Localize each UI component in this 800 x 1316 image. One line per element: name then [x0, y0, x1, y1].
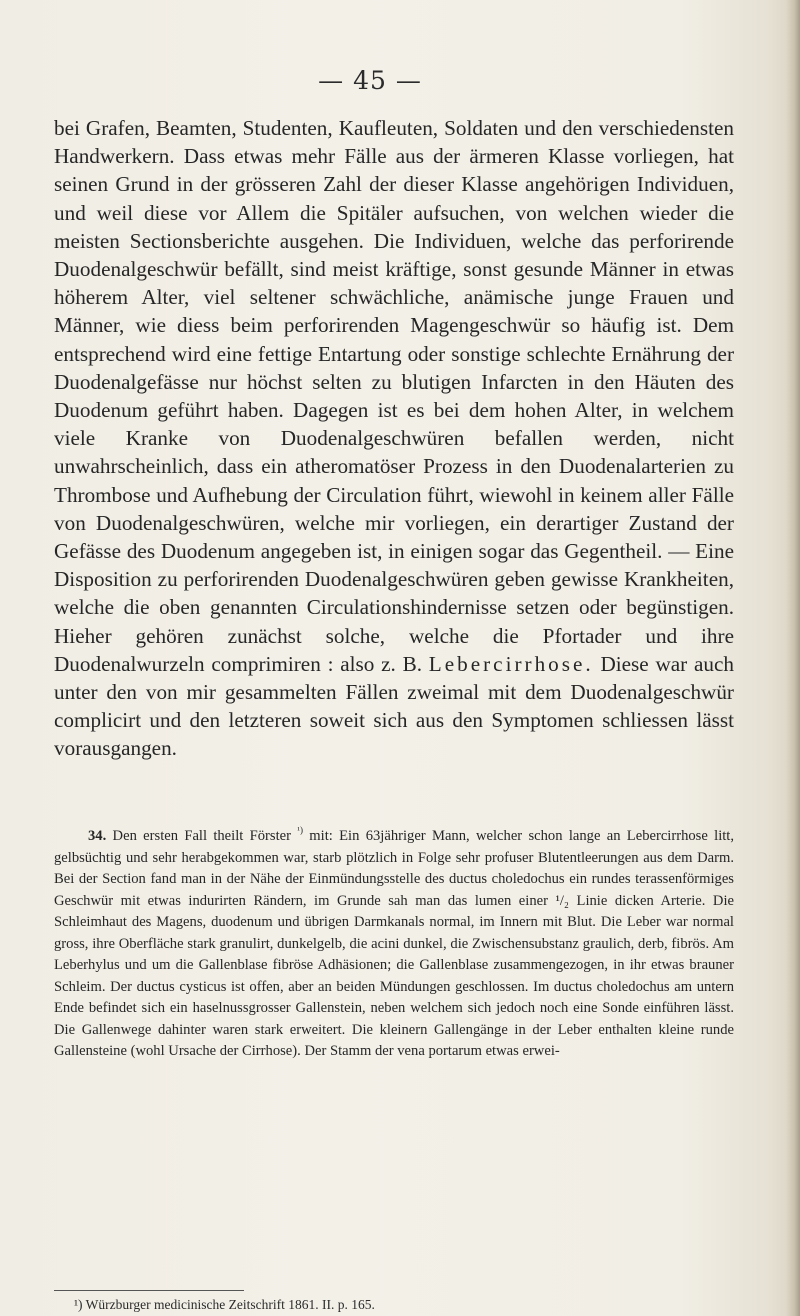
section-number: 34.	[88, 828, 107, 844]
emphasized-term: Lebercirrhose.	[428, 651, 594, 676]
body-text-part-2: Diese war auch unter den von mir gesammelten Fällen zweimal mit dem Duodenalgeschwür complicirt und den letzteren soweit sich aus den Symptomen schliessen lässt vorausgangen.	[54, 651, 734, 761]
page-number: — 45 —	[318, 66, 422, 95]
case-text-part-1: Den ersten Fall theilt Förster	[106, 828, 298, 844]
main-text	[54, 114, 734, 763]
case-text-part-2: mit: Ein 63jähriger Mann, welcher schon lange an Lebercirrhose litt, gelbsüchtig und sehr herabgekommen war, starb plötzlich in Folge sehr profuser Blutentleerungen aus dem Darm. Bei der Section fand man in der Nähe der Einmündungsstelle des ductus choledochus ein rundes terassenförmiges Geschwür mit etwas indurirten Rändern, im Grunde sah man das lumen einer	[54, 828, 735, 909]
body-paragraph	[54, 114, 734, 763]
page-edge-shadow	[786, 0, 800, 1316]
footnote	[74, 1296, 734, 1314]
footnote-rule	[54, 1290, 244, 1291]
footnote-mark: ¹)	[74, 1297, 83, 1312]
case-paragraph	[54, 826, 734, 1063]
fraction: ¹/₂	[555, 892, 570, 909]
footnote-text: Würzburger medicinische Zeitschrift 1861. II. p. 165.	[82, 1297, 375, 1312]
footnote-reference: ¹)	[297, 825, 303, 835]
body-text-part-1: bei Grafen, Beamten, Studenten, Kaufleuten, Soldaten und den verschiedensten Handwerkern. Dass etwas mehr Fälle aus der ärmeren Klasse vorliegen, hat seinen Grund in der grösseren Zahl der dieser Klasse angehörigen Individuen, und weil diese vor Allem die Spitäler aufsuchen, von welchen wieder die meisten Sectionsberichte ausgehen. Die Individuen, welche das perforirende Duodenalgeschwür befällt, sind meist kräftige, sonst gesunde Männer in etwas höherem Alter, viel seltener schwächliche, anämische junge Frauen und Männer, wie diess beim perforirenden Magengeschwür so häufig ist. Dem entsprechend wird eine fettige Entartung oder sonstige schlechte Ernährung der Duodenalgefässe nur höchst selten zu blutigen Infarcten in den Häuten des Duodenum geführt haben. Dagegen ist es bei dem hohen Alter, in welchem viele Kranke von Duodenalgeschwüren befallen werden, nicht unwahrscheinlich, dass ein atheromatöser Prozess in den Duodenalarterien zu Thrombose und Aufhebung der Circulation führt, wiewohl in keinem aller Fälle von Duodenalgeschwüren, welche mir vorliegen, ein derartiger Zustand der Gefässe des Duodenum angegeben ist, in einigen sogar das Gegentheil. — Eine Disposition zu perforirenden Duodenalgeschwüren geben gewisse Krankheiten, welche die oben genannten Circulationshindernisse setzen oder begünstigen. Hieher gehören zunächst solche, welche die Pfortader und ihre Duodenalwurzeln comprimiren : also z. B.	[54, 116, 734, 676]
case-report	[54, 826, 734, 1063]
case-text-part-3: Linie dicken Arterie. Die Schleimhaut des Magens, duodenum und übrigen Darmkanals normal, im Innern mit Blut. Die Leber war normal gross, ihre Oberfläche stark granulirt, dunkelgelb, die acini dunkel, die Zwischensubstanz graulich, derb, fibrös. Am Leberhylus und um die Gallenblase fibröse Adhäsionen; die Gallenblase zusammengezogen, in ihr etwas brauner Schleim. Der ductus cysticus ist offen, aber an beiden Mündungen geschlossen. Im ductus choledochus am untern Ende befindet sich ein haselnussgrosser Gallenstein, neben welchem sich jedoch noch eine Sonde einführen lässt. Die Gallenwege dahinter waren stark erweitert. Die kleinern Gallengänge in der Leber enthalten kleine runde Gallensteine (wohl Ursache der Cirrhose). Der Stamm der vena portarum etwas erwei-	[54, 892, 734, 1059]
